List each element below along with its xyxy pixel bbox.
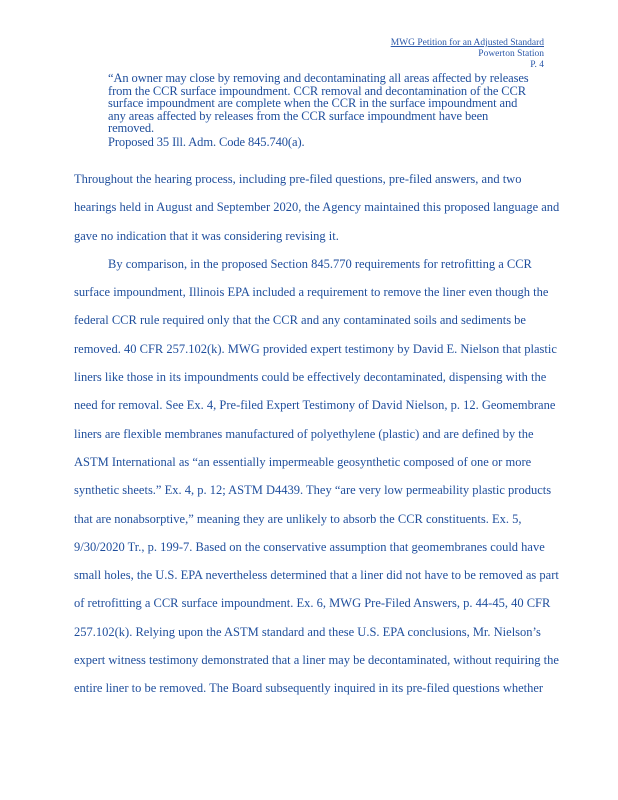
text-line: liners like those in its impoundments could be effectively decontaminated, dispensing with the xyxy=(74,370,547,385)
text-line: entire liner to be removed. The Board subsequently inquired in its pre-filed questions whether xyxy=(74,681,544,696)
text-line: of retrofitting a CCR surface impoundment. Ex. 6, MWG Pre-Filed Answers, p. 44-45, 40 CFR xyxy=(74,596,551,611)
text-line: surface impoundment, Illinois EPA included a requirement to remove the liner even though the xyxy=(74,285,549,300)
text-line: liners are flexible membranes manufactured of polyethylene (plastic) and are defined by the xyxy=(74,426,534,441)
quote-line: from the CCR surface impoundment. CCR removal and decontamination of the CCR xyxy=(108,83,527,98)
text-line: need for removal. See Ex. 4, Pre-filed Expert Testimony of David Nielson, p. 12. Geomembrane xyxy=(74,398,556,413)
text-line: small holes, the U.S. EPA nevertheless determined that a liner did not have to be removed as part xyxy=(74,568,559,583)
text-line: federal CCR rule required only that the CCR and any contaminated soils and sediments be xyxy=(74,313,526,328)
page-number: P. 4 xyxy=(530,60,544,70)
body-text xyxy=(74,165,594,703)
text-line: By comparison, in the proposed Section 845.770 requirements for retrofitting a CCR xyxy=(108,256,532,271)
text-line: ASTM International as “an essentially impermeable geosynthetic composed of one or more xyxy=(74,454,532,469)
text-line: gave no indication that it was considering revising it. xyxy=(74,228,339,243)
quote-line: any areas affected by releases from the CCR surface impoundment have been xyxy=(108,108,489,123)
quote-line: “An owner may close by removing and decontaminating all areas affected by releases xyxy=(108,71,529,85)
text-line: 257.102(k). Relying upon the ASTM standard and these U.S. EPA conclusions, Mr. Nielson’s xyxy=(74,624,541,639)
paragraph-1 xyxy=(74,165,594,250)
quote-citation: Proposed 35 Ill. Adm. Code 845.740(a). xyxy=(108,134,305,149)
text-line: synthetic sheets.” Ex. 4, p. 12; ASTM D4439. They “are very low permeability plastic products xyxy=(74,483,552,498)
text-line: that are nonabsorptive,” meaning they are unlikely to absorb the CCR constituents. Ex. 5, xyxy=(74,511,522,526)
text-line: hearings held in August and September 2020, the Agency maintained this proposed language and xyxy=(74,200,560,215)
document-title: MWG Petition for an Adjusted Standard xyxy=(390,38,544,48)
paragraph-2 xyxy=(74,250,594,703)
text-line: Throughout the hearing process, including pre-filed questions, pre-filed answers, and two xyxy=(74,172,522,186)
station-name: Powerton Station xyxy=(478,49,544,59)
text-line: 9/30/2020 Tr., p. 199-7. Based on the conservative assumption that geomembranes could have xyxy=(74,539,545,554)
page-header xyxy=(391,38,544,71)
block-quote xyxy=(108,72,568,148)
quote-line: surface impoundment are complete when the CCR in the surface impoundment and xyxy=(108,96,518,110)
quote-line: removed. xyxy=(108,121,155,135)
text-line: removed. 40 CFR 257.102(k). MWG provided expert testimony by David E. Nielson that plastic xyxy=(74,341,557,356)
text-line: expert witness testimony demonstrated that a liner may be decontaminated, without requiring the xyxy=(74,653,559,668)
